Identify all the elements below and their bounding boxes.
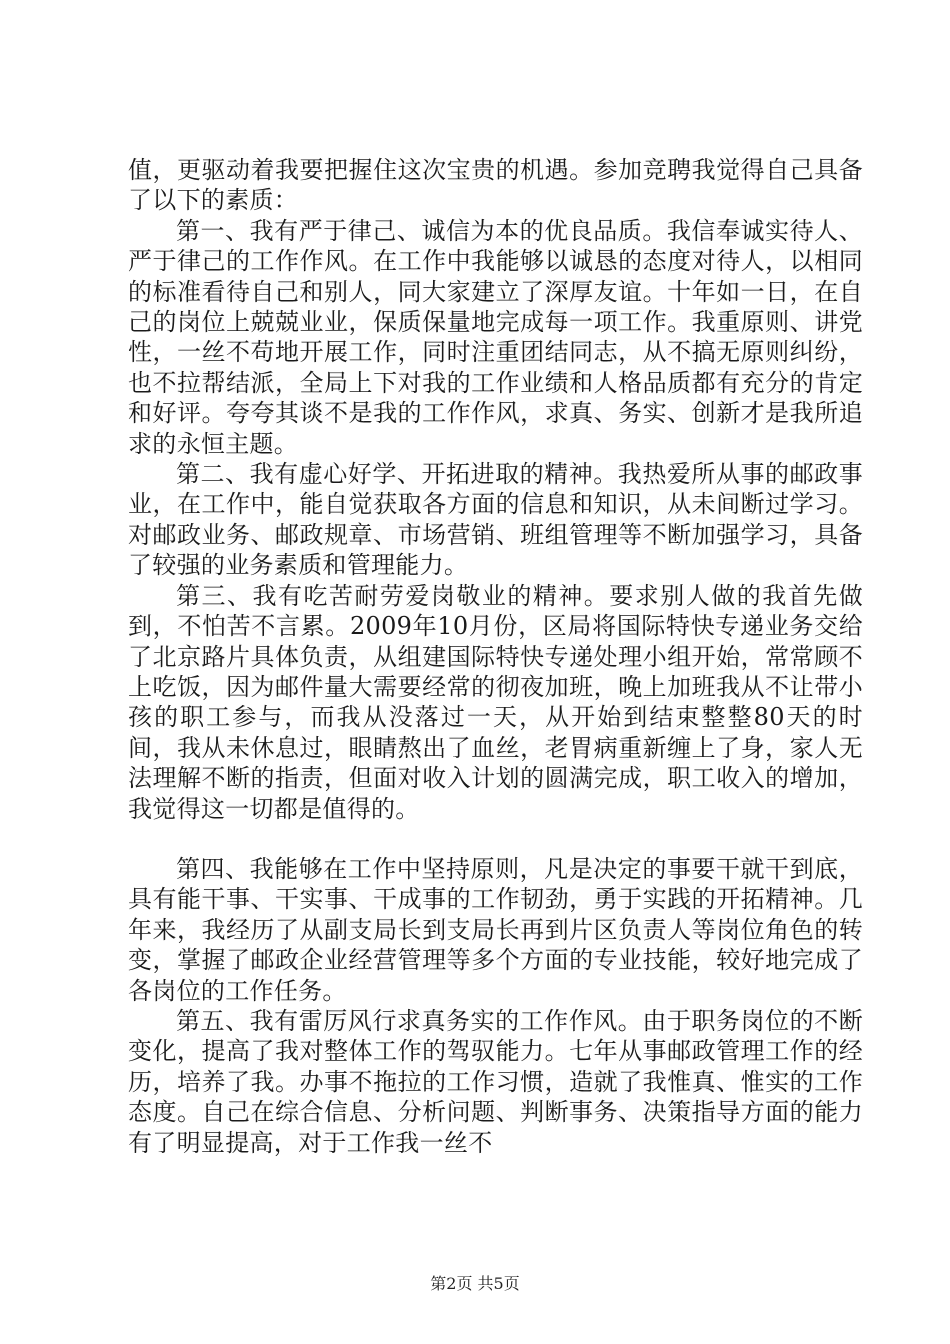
- paragraph-second-point: 第二、我有虚心好学、开拓进取的精神。我热爱所从事的邮政事业，在工作中，能自觉获取各方面的信息和知识，从未间断过学习。对邮政业务、邮政规章、市场营销、班组管理等不断加强学习，具备了较强的业务素质和管理能力。: [128, 460, 863, 580]
- document-body: [128, 155, 863, 1158]
- paragraph-fifth-point: 第五、我有雷厉风行求真务实的工作作风。由于职务岗位的不断变化，提高了我对整体工作的驾驭能力。七年从事邮政管理工作的经历，培养了我。办事不拖拉的工作习惯，造就了我惟真、惟实的工作态度。自己在综合信息、分析问题、判断事务、决策指导方面的能力有了明显提高，对于工作我一丝不: [128, 1006, 863, 1157]
- page-footer: 第2页 共5页: [430, 1274, 520, 1293]
- paragraph-continuation: 值，更驱动着我要把握住这次宝贵的机遇。参加竞聘我觉得自己具备了以下的素质：: [128, 156, 863, 215]
- paragraph-first-point: 第一、我有严于律己、诚信为本的优良品质。我信奉诚实待人、严于律己的工作作风。在工作中我能够以诚恳的态度对待人，以相同的标准看待自己和别人，同大家建立了深厚友谊。十年如一日，在自己的岗位上兢兢业业，保质保量地完成每一项工作。我重原则、讲党性，一丝不苟地开展工作，同时注重团结同志，从不搞无原则纠纷，也不拉帮结派，全局上下对我的工作业绩和人格品质都有充分的肯定和好评。夸夸其谈不是我的工作作风，求真、务实、创新才是我所追求的永恒主题。: [128, 216, 863, 458]
- paragraph-fourth-point: 第四、我能够在工作中坚持原则，凡是决定的事要干就干到底，具有能干事、干实事、干成事的工作韧劲，勇于实践的开拓精神。几年来，我经历了从副支局长到支局长再到片区负责人等岗位角色的转变，掌握了邮政企业经营管理等多个方面的专业技能，较好地完成了各岗位的工作任务。: [128, 854, 863, 1005]
- paragraph-third-point: 第三、我有吃苦耐劳爱岗敬业的精神。要求别人做的我首先做到，不怕苦不言累。2009年10月份，区局将国际特快专递业务交给了北京路片具体负责，从组建国际特快专递处理小组开始，常常顾不上吃饭，因为邮件量大需要经常的彻夜加班，晚上加班我从不让带小孩的职工参与，而我从没落过一天，从开始到结束整整80天的时间，我从未休息过，眼睛熬出了血丝，老胃病重新缠上了身，家人无法理解不断的指责，但面对收入计划的圆满完成，职工收入的增加，我觉得这一切都是值得的。: [128, 581, 863, 823]
